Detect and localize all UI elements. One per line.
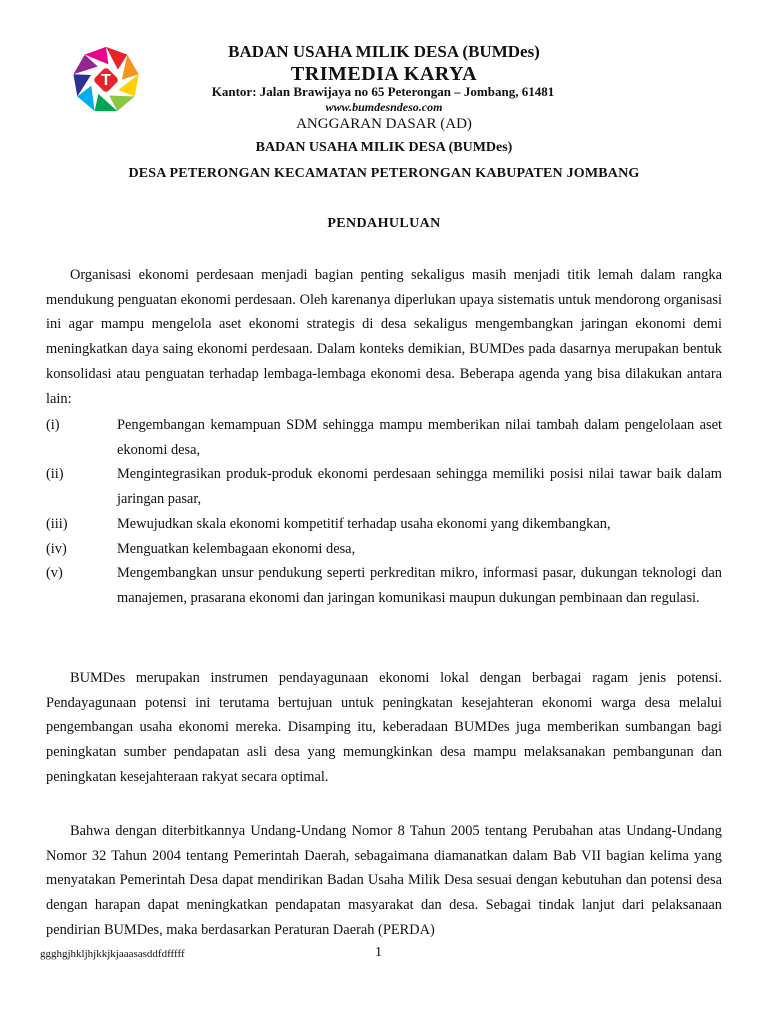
section-title: PENDAHULUAN — [327, 216, 441, 231]
list-item — [46, 462, 722, 511]
paragraph-legal-basis — [46, 819, 722, 943]
list-text: Mengembangkan unsur pendukung seperti perkreditan mikro, informasi pasar, dukungan teknologi dan manajemen, prasarana ekonomi dan jaringan komunikasi maupun dukungan pembinaan dan regulasi. — [117, 565, 722, 606]
list-number: (iv) — [46, 540, 67, 557]
org-line: BADAN USAHA MILIK DESA (BUMDes) — [228, 42, 540, 61]
doc-title: ANGGARAN DASAR (AD) — [296, 116, 472, 132]
list-item — [46, 413, 722, 462]
list-item — [46, 537, 722, 562]
location-title: DESA PETERONGAN KECAMATAN PETERONGAN KABUPATEN JOMBANG — [128, 166, 640, 181]
org-name: TRIMEDIA KARYA — [290, 63, 478, 85]
paragraph-text: BUMDes merupakan instrumen pendayagunaan ekonomi lokal dengan berbagai ragam jenis potensi. Pendayagunaan potensi ini terutama bertujuan untuk peningkatan kesejahteran ekonomi warga desa melalui pengembangan usaha ekonomi mereka. Disamping itu, keberadaan BUMDes juga memberikan sumbangan bagi peningkatan sumber pendapatan asli desa yang memungkinkan desa mampu melaksanakan pembangunan dan peningkatan kesejahteraan rakyat secara optimal. — [46, 670, 722, 785]
list-text: Menguatkan kelembagaan ekonomi desa, — [117, 540, 356, 557]
address-text: Kantor: Jalan Brawijaya no 65 Peterongan – Jombang, 61481 — [211, 84, 555, 99]
paragraph-bumdes — [46, 666, 722, 790]
logo-letter: T — [101, 72, 111, 90]
footer-text: ggghgjhkljhjkkjkjaaasasddfdfffff — [40, 948, 185, 960]
list-text: Mengintegrasikan produk-produk ekonomi perdesaan sehingga memiliki posisi nilai tawar baik dalam jaringan pasar, — [117, 466, 722, 508]
website-link[interactable]: www.bumdesndeso.com — [325, 100, 443, 114]
list-number: (i) — [46, 417, 60, 433]
paragraph-text: Organisasi ekonomi perdesaan menjadi bagian penting sekaligus masih menjadi titik lemah dalam rangka mendukung penguatan ekonomi perdesaan. Oleh karenanya diperlukan upaya sistematis untuk mendorong organisasi ini agar mampu mengelola aset ekonomi strategis di desa sekaligus mengembangkan jaringan ekonomi demi meningkatkan daya saing ekonomi perdesaan. Dalam konteks demikian, BUMDes pada dasarnya merupakan bentuk konsolidasi atau penguatan terhadap lembaga-lembaga ekonomi desa. Beberapa agenda yang bisa dilakukan antara lain: — [46, 267, 722, 407]
list-number: (iii) — [46, 515, 68, 532]
list-number: (v) — [46, 565, 63, 582]
list-item — [46, 512, 722, 537]
list-text: Mewujudkan skala ekonomi kompetitif terhadap usaha ekonomi yang dikembangkan, — [117, 515, 611, 532]
list-number: (ii) — [46, 466, 64, 483]
page-number: 1 — [375, 945, 382, 960]
list-text: Pengembangan kemampuan SDM sehingga mampu memberikan nilai tambah dalam pengelolaan aset ekonomi desa, — [117, 417, 722, 458]
paragraph-text: Bahwa dengan diterbitkannya Undang-Undang Nomor 8 Tahun 2005 tentang Perubahan atas Undang-Undang Nomor 32 Tahun 2004 tentang Pemerintah Daerah, sebagaimana diamanatkan dalam Bab VII bagian kelima yang menyatakan Pemerintah Desa dapat mendirikan Badan Usaha Milik Desa sesuai dengan kebutuhan dan potensi desa dengan harapan dapat meningkatkan pendapatan masyarakat dan desa. Sebagai tindak lanjut dari pelaksanaan pendirian BUMDes, maka berdasarkan Peraturan Daerah (PERDA) — [46, 823, 722, 938]
doc-subtitle: BADAN USAHA MILIK DESA (BUMDes) — [255, 140, 513, 155]
agenda-list — [46, 413, 722, 611]
paragraph-intro — [46, 263, 722, 411]
list-item — [46, 561, 722, 610]
